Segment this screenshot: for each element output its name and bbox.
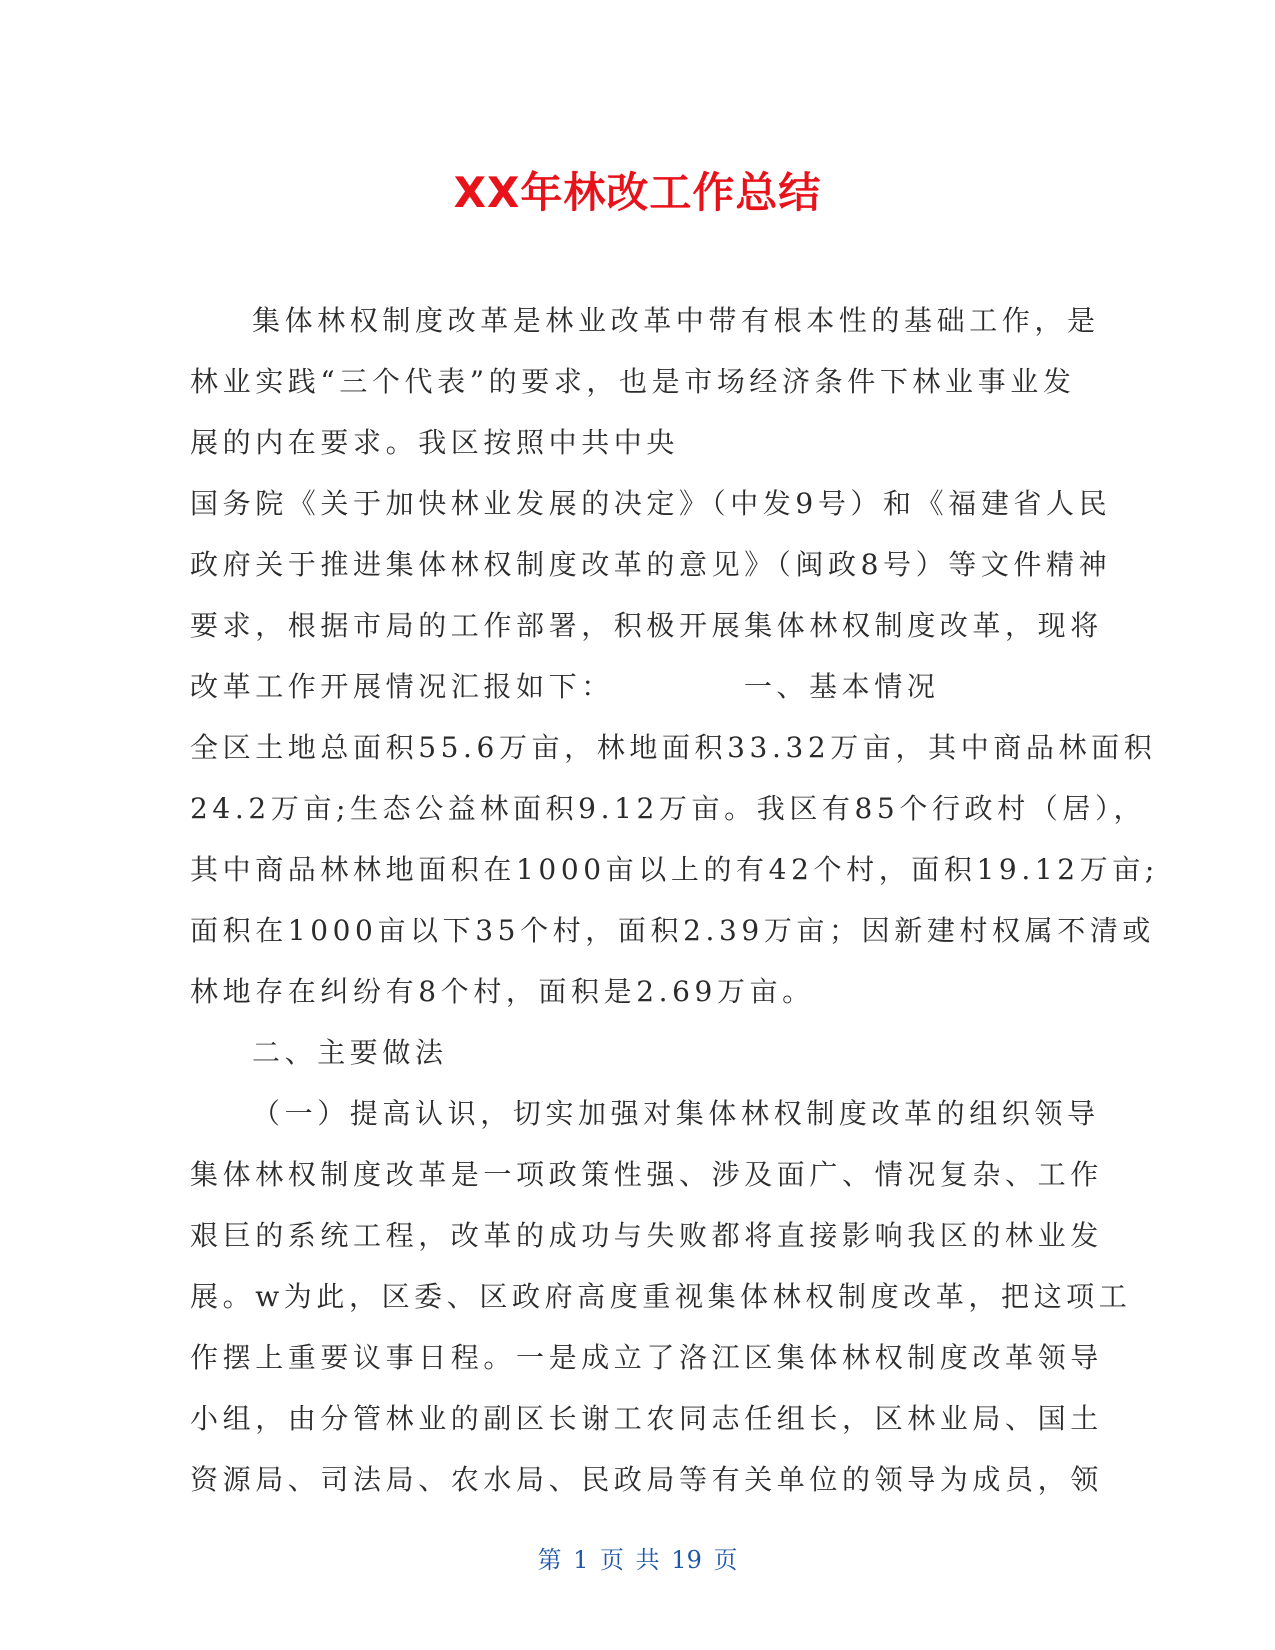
paragraph-line: 小组，由分管林业的副区长谢工农同志任组长，区林业局、国土	[190, 1402, 1103, 1435]
paragraph-line: 要求，根据市局的工作部署，积极开展集体林权制度改革，现将	[190, 609, 1103, 642]
paragraph-line: 政府关于推进集体林权制度改革的意见》（闽政8号）等文件精神	[190, 548, 1112, 581]
page-number-footer: 第 1 页 共 19 页	[537, 1546, 738, 1574]
subsection-heading: （一）提高认识，切实加强对集体林权制度改革的组织领导	[252, 1097, 1100, 1130]
paragraph-line: 林地存在纠纷有8个村，面积是2.69万亩。	[190, 975, 815, 1008]
paragraph-text: 改革工作开展情况汇报如下：	[190, 670, 614, 703]
paragraph-line-with-heading	[190, 656, 1090, 717]
paragraph-line: 国务院《关于加快林业发展的决定》（中发9号）和《福建省人民	[190, 487, 1112, 520]
paragraph-line: 全区土地总面积55.6万亩，林地面积33.32万亩，其中商品林面积	[190, 731, 1157, 764]
paragraph-line: 展。w为此，区委、区政府高度重视集体林权制度改革，把这项工	[190, 1280, 1132, 1313]
section-heading: 二、主要做法	[252, 1036, 448, 1069]
paragraph-line: 集体林权制度改革是林业改革中带有根本性的基础工作，是	[252, 304, 1100, 337]
section-heading: 一、基本情况	[743, 670, 940, 703]
document-title: XX年林改工作总结	[453, 168, 822, 217]
paragraph-line: 24.2万亩;生态公益林面积9.12万亩。我区有85个行政村（居），	[190, 792, 1147, 825]
paragraph-line: 其中商品林林地面积在1000亩以上的有42个村，面积19.12万亩;	[190, 853, 1159, 886]
paragraph-line: 集体林权制度改革是一项政策性强、涉及面广、情况复杂、工作	[190, 1158, 1103, 1191]
paragraph-line: 展的内在要求。我区按照中共中央	[190, 426, 680, 459]
paragraph-line: 资源局、司法局、农水局、民政局等有关单位的领导为成员，领	[190, 1463, 1103, 1496]
paragraph-line: 林业实践“三个代表”的要求，也是市场经济条件下林业事业发	[190, 365, 1076, 398]
paragraph-line: 面积在1000亩以下35个村，面积2.39万亩；因新建村权属不清或	[190, 914, 1156, 947]
document-body	[190, 290, 1159, 1510]
paragraph-line: 作摆上重要议事日程。一是成立了洛江区集体林权制度改革领导	[190, 1341, 1103, 1374]
paragraph-line: 艰巨的系统工程，改革的成功与失败都将直接影响我区的林业发	[190, 1219, 1103, 1252]
